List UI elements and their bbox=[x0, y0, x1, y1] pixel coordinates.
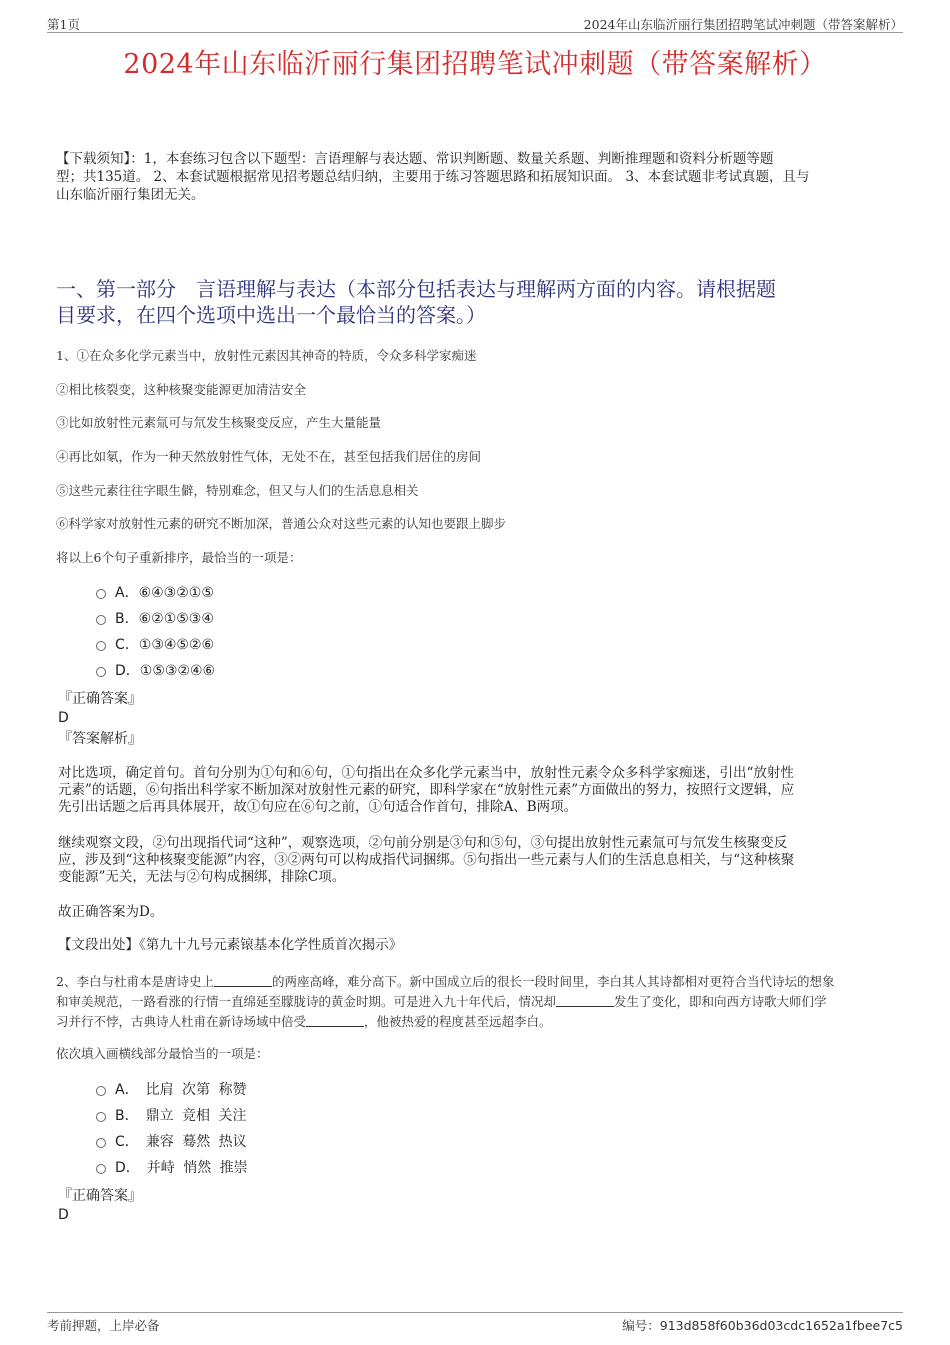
option-label: A． 比肩 次第 称赞 bbox=[115, 1082, 247, 1098]
q1-sentence-1: 1、①在众多化学元素当中，放射性元素因其神奇的特质，令众多科学家痴迷 bbox=[56, 348, 477, 363]
q1-option-b[interactable] bbox=[96, 609, 214, 629]
header-doc-title: 2024年山东临沂丽行集团招聘笔试冲刺题（带答案解析） bbox=[583, 17, 903, 32]
page-header bbox=[47, 14, 903, 33]
option-label: D． 并峙 悄然 推崇 bbox=[115, 1160, 248, 1176]
radio-icon[interactable] bbox=[96, 1112, 106, 1122]
page-number: 第1页 bbox=[47, 17, 80, 32]
option-label: B．⑥②①⑤③④ bbox=[115, 611, 214, 627]
option-label: A．⑥④③②①⑤ bbox=[115, 585, 214, 601]
fill-blank bbox=[556, 994, 614, 1007]
q2-option-c[interactable] bbox=[96, 1132, 247, 1152]
q2-option-a[interactable] bbox=[96, 1080, 246, 1100]
q1-sentence-6: ⑥科学家对放射性元素的研究不断加深，普通公众对这些元素的认知也要跟上脚步 bbox=[56, 516, 507, 531]
radio-icon[interactable] bbox=[96, 1164, 106, 1174]
radio-icon[interactable] bbox=[96, 667, 106, 677]
option-label: C． 兼容 蓦然 热议 bbox=[115, 1134, 247, 1150]
notice-line: 【下载须知】：1，本套练习包含以下题型：言语理解与表达题、常识判断题、数量关系题、判断推理题和资料分析题等题 bbox=[56, 151, 774, 167]
section-heading-line: 一、第一部分 言语理解与表达（本部分包括表达与理解两方面的内容。请根据题 bbox=[56, 277, 776, 301]
q1-analysis-label: 『答案解析』 bbox=[58, 731, 142, 747]
q1-conclusion: 故正确答案为D。 bbox=[58, 904, 164, 920]
q1-analysis-paragraph-2: 继续观察文段，②句出现指代词“这种”，观察选项，②句前分别是③句和⑤句，③句提出放射性元素氚可与氘发生核聚变反 应，涉及到“这种核聚变能源”内容，③②两句可以构成指代词捆绑。⑤句指出一些元素与人们的生活息息相关，与“这种核聚 变能源”无关，无法与②句构成捆绑，排除C项。 bbox=[58, 835, 795, 885]
q1-option-d[interactable] bbox=[96, 661, 215, 681]
notice-line: 山东临沂丽行集团无关。 bbox=[56, 187, 205, 203]
q1-analysis-paragraph-1: 对比选项，确定首句。首句分别为①句和⑥句，①句指出在众多化学元素当中，放射性元素令众多科学家痴迷，引出“放射性 元素”的话题，⑥句指出科学家不断加深对放射性元素的研究，即科学家在“放射性元素”方面做出的努力，按照行文逻辑，应 先引出话题之后再具体展开，故①句应在⑥句之前，①句适合作首句，排除A、B两项。 bbox=[58, 765, 795, 815]
document-title: 2024年山东临沂丽行集团招聘笔试冲刺题（带答案解析） bbox=[123, 49, 827, 80]
q1-source: 【文段出处】《第九十九号元素锿基本化学性质首次揭示》 bbox=[58, 937, 403, 953]
notice-line: 型；共135道。 2、本套试题根据常见招考题总结归纳，主要用于练习答题思路和拓展知识面。 3、本套试题非考试真题，且与 bbox=[56, 169, 810, 185]
q2-answer-label: 『正确答案』 bbox=[58, 1188, 142, 1204]
q2-stem: 2、李白与杜甫本是唐诗史上 的两座高峰，难分高下。新中国成立后的很长一段时间里，李白其人其诗都相对更符合当代诗坛的想象 和审美规范，一路看涨的行情一直绵延至朦胧诗的黄金时期。可是进入九十年代后，情况却 发生了变化，即和向西方诗歌大师们学 习并行不悖，古典诗人杜甫在新诗场域中倍受 ，他被热爱的程度甚至远超李白。 bbox=[56, 974, 835, 1029]
q2-option-d[interactable] bbox=[96, 1158, 248, 1178]
option-label: B． 鼎立 竞相 关注 bbox=[115, 1108, 247, 1124]
q1-sentence-3: ③比如放射性元素氚可与氘发生核聚变反应，产生大量能量 bbox=[56, 415, 382, 430]
q2-question: 依次填入画横线部分最恰当的一项是： bbox=[56, 1046, 269, 1061]
section-heading-line: 目要求，在四个选项中选出一个最恰当的答案。） bbox=[56, 303, 486, 327]
radio-icon[interactable] bbox=[96, 589, 106, 599]
q1-question: 将以上6个句子重新排序，最恰当的一项是： bbox=[56, 550, 302, 565]
download-notice bbox=[56, 150, 902, 204]
fill-blank bbox=[306, 1014, 364, 1027]
q1-sentence-4: ④再比如氡，作为一种天然放射性气体，无处不在，甚至包括我们居住的房间 bbox=[56, 449, 482, 464]
q1-option-c[interactable] bbox=[96, 635, 214, 655]
q1-sentence-2: ②相比核裂变，这种核聚变能源更加清洁安全 bbox=[56, 382, 307, 397]
fill-blank bbox=[214, 974, 272, 987]
q1-answer: D bbox=[58, 710, 69, 726]
radio-icon[interactable] bbox=[96, 1086, 106, 1096]
radio-icon[interactable] bbox=[96, 641, 106, 651]
q1-answer-label: 『正确答案』 bbox=[58, 691, 142, 707]
q2-answer: D bbox=[58, 1207, 69, 1223]
q1-option-a[interactable] bbox=[96, 583, 214, 603]
footer-code: 编号：913d858f60b36d03cdc1652a1fbee7c5 bbox=[622, 1318, 903, 1333]
page-footer bbox=[47, 1312, 903, 1333]
q1-sentence-5: ⑤这些元素往往字眼生僻，特别难念，但又与人们的生活息息相关 bbox=[56, 483, 419, 498]
option-label: C．①③④⑤②⑥ bbox=[115, 637, 215, 653]
footer-slogan: 考前押题，上岸必备 bbox=[47, 1318, 160, 1333]
section-heading bbox=[56, 276, 902, 328]
radio-icon[interactable] bbox=[96, 615, 106, 625]
radio-icon[interactable] bbox=[96, 1138, 106, 1148]
option-label: D．①⑤③②④⑥ bbox=[115, 663, 216, 679]
q2-option-b[interactable] bbox=[96, 1106, 247, 1126]
